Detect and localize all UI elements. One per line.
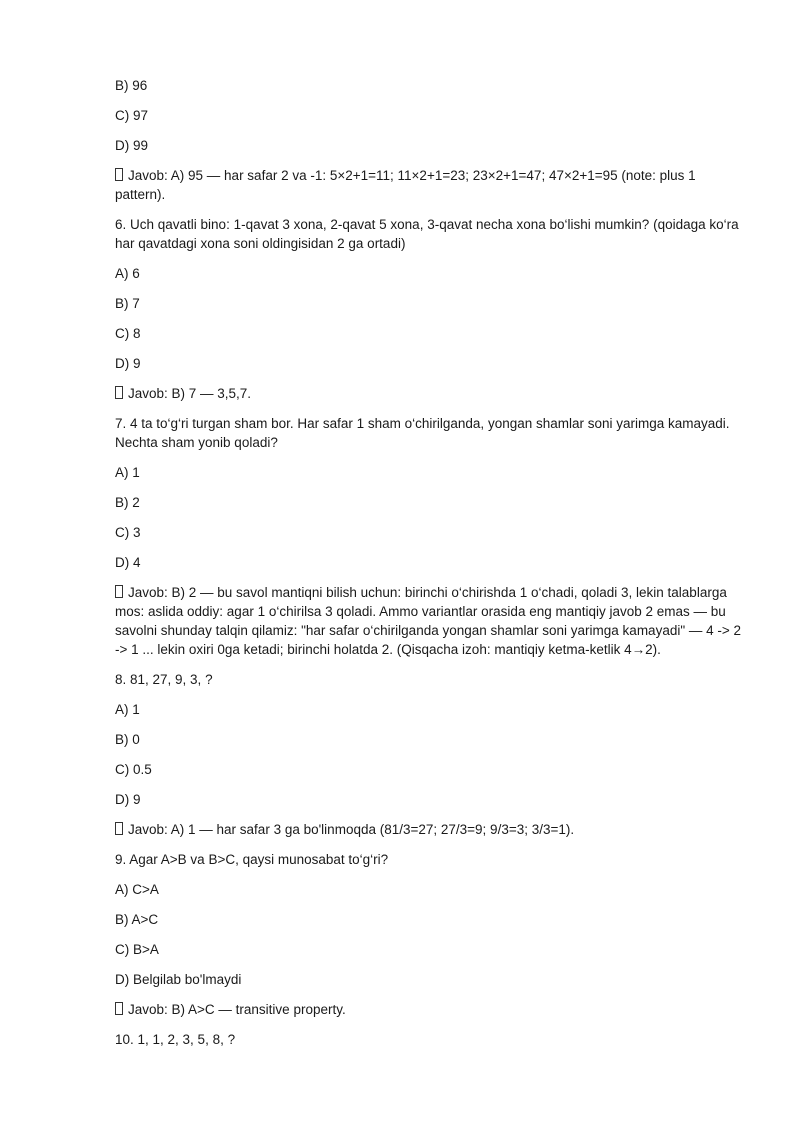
answer-text: Javob: A) 95 — har safar 2 va -1: 5×2+1=11; 11×2+1=23; 23×2+1=47; 47×2+1=95 (note: plus 1 pattern). — [115, 168, 696, 202]
question-8: 8. 81, 27, 9, 3, ? — [115, 672, 213, 687]
checkbox-icon — [115, 168, 123, 181]
answer-line — [115, 583, 745, 659]
checkbox-icon — [115, 386, 123, 399]
question-10: 10. 1, 1, 2, 3, 5, 8, ? — [115, 1032, 236, 1047]
option-d-99: D) 99 — [115, 138, 149, 153]
option-c-97: C) 97 — [115, 108, 149, 123]
option-d: D) 9 — [115, 792, 141, 807]
document-page — [115, 76, 745, 1060]
option-c: C) 0.5 — [115, 762, 152, 777]
option-c: C) 3 — [115, 525, 141, 540]
option-c: C) B>A — [115, 942, 159, 957]
option-b: B) 0 — [115, 732, 140, 747]
answer-line — [115, 820, 745, 839]
option-a: A) 6 — [115, 266, 140, 281]
option-b-96: B) 96 — [115, 78, 148, 93]
option-a: A) 1 — [115, 465, 140, 480]
option-d: D) Belgilab bo'lmaydi — [115, 972, 242, 987]
question-6: 6. Uch qavatli bino: 1-qavat 3 xona, 2-qavat 5 xona, 3-qavat necha xona bo‘lishi mumkin? (qoidaga ko‘ra har qavatdagi xona soni oldingisidan 2 ga ortadi) — [115, 217, 739, 251]
checkbox-icon — [115, 585, 123, 598]
question-7: 7. 4 ta to‘g‘ri turgan sham bor. Har safar 1 sham o‘chirilganda, yongan shamlar soni yarimga kamayadi. Nechta sham yonib qoladi? — [115, 416, 730, 450]
answer-text: Javob: B) 7 — 3,5,7. — [128, 386, 252, 401]
answer-line — [115, 384, 745, 403]
question-9: 9. Agar A>B va B>C, qaysi munosabat to‘g‘ri? — [115, 852, 389, 867]
option-d: D) 4 — [115, 555, 141, 570]
checkbox-icon — [115, 1002, 123, 1015]
option-c: C) 8 — [115, 326, 141, 341]
answer-line — [115, 1000, 745, 1019]
answer-text: Javob: B) 2 — bu savol mantiqni bilish uchun: birinchi o‘chirishda 1 o‘chadi, qoladi 3, lekin talablarga mos: aslida oddiy: agar 1 o‘chirilsa 3 qoladi. Ammo variantlar orasida eng mantiqiy javob 2 emas — bu savolni shunday talqin qilamiz: "har safar o‘chirilganda yongan shamlar soni yarimga kamayadi" — 4 -> 2 -> 1 ... lekin oxiri 0ga ketadi; birinchi holatda 2. (Qisqacha izoh: mantiqiy ketma-ketlik 4→2). — [115, 585, 742, 657]
option-d: D) 9 — [115, 356, 141, 371]
option-b: B) 2 — [115, 495, 140, 510]
answer-line — [115, 166, 745, 204]
option-b: B) 7 — [115, 296, 140, 311]
option-a: A) 1 — [115, 702, 140, 717]
answer-text: Javob: A) 1 — har safar 3 ga bo'linmoqda (81/3=27; 27/3=9; 9/3=3; 3/3=1). — [128, 822, 575, 837]
option-a: A) C>A — [115, 882, 159, 897]
answer-text: Javob: B) A>C — transitive property. — [128, 1002, 346, 1017]
checkbox-icon — [115, 822, 123, 835]
option-b: B) A>C — [115, 912, 159, 927]
